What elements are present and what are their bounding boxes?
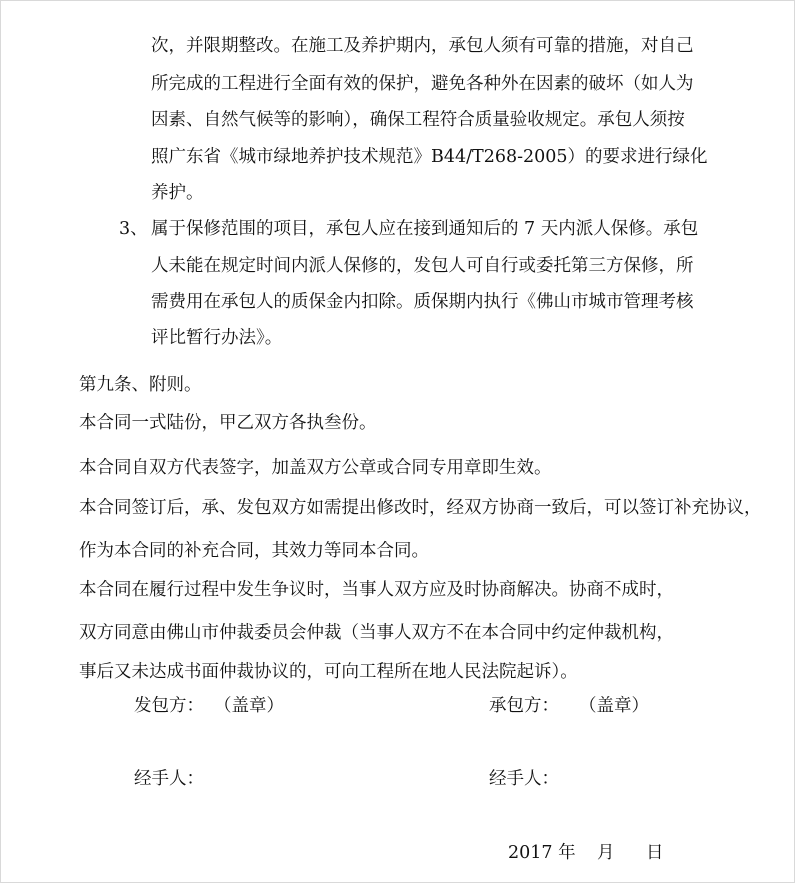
article9-paragraph: 本合同一式陆份，甲乙双方各执叁份。 [79, 413, 377, 433]
article9-paragraph: 本合同在履行过程中发生争议时，当事人双方应及时协商解决。协商不成时， [79, 580, 674, 600]
agent-right-label: 经手人： [489, 769, 559, 789]
item3-line: 人未能在规定时间内派人保修的，发包人可自行或委托第三方保修，所 [151, 256, 694, 276]
date-month: 月 [597, 843, 615, 863]
item3-line: 评比暂行办法》。 [151, 328, 283, 348]
clause2-line: 次，并限期整改。在施工及养护期内，承包人须有可靠的措施，对自己 [151, 36, 694, 56]
item3-line: 需费用在承包人的质保金内扣除。质保期内执行《佛山市城市管理考核 [151, 292, 694, 312]
article9-paragraph: 作为本合同的补充合同，其效力等同本合同。 [79, 541, 429, 561]
item3-line: 属于保修范围的项目，承包人应在接到通知后的 7 天内派人保修。承包 [151, 219, 699, 239]
clause2-line: 所完成的工程进行全面有效的保护，避免各种外在因素的破坏（如人为 [151, 74, 694, 94]
clause2-line: 养护。 [151, 183, 204, 203]
article9-paragraph: 本合同签订后，承、发包双方如需提出修改时，经双方协商一致后，可以签订补充协议， [79, 498, 762, 518]
article9-heading: 第九条、附则。 [79, 375, 202, 395]
date-day: 日 [646, 843, 664, 863]
article9-paragraph: 本合同自双方代表签字，加盖双方公章或合同专用章即生效。 [79, 458, 552, 478]
article9-paragraph: 双方同意由佛山市仲裁委员会仲裁（当事人双方不在本合同中约定仲裁机构， [79, 623, 674, 643]
agent-left-label: 经手人： [134, 769, 204, 789]
item3-number: 3、 [119, 219, 148, 239]
employer-seal: （盖章） [214, 696, 284, 716]
employer-label: 发包方： [134, 696, 204, 716]
contractor-seal: （盖章） [579, 696, 649, 716]
clause2-line: 因素、自然气候等的影响），确保工程符合质量验收规定。承包人须按 [151, 110, 685, 130]
clause2-line: 照广东省《城市绿地养护技术规范》B44/T268-2005）的要求进行绿化 [151, 147, 708, 167]
article9-paragraph: 事后又未达成书面仲裁协议的，可向工程所在地人民法院起诉）。 [79, 662, 578, 682]
date-year: 2017 年 [508, 843, 576, 863]
contractor-label: 承包方： [489, 696, 559, 716]
